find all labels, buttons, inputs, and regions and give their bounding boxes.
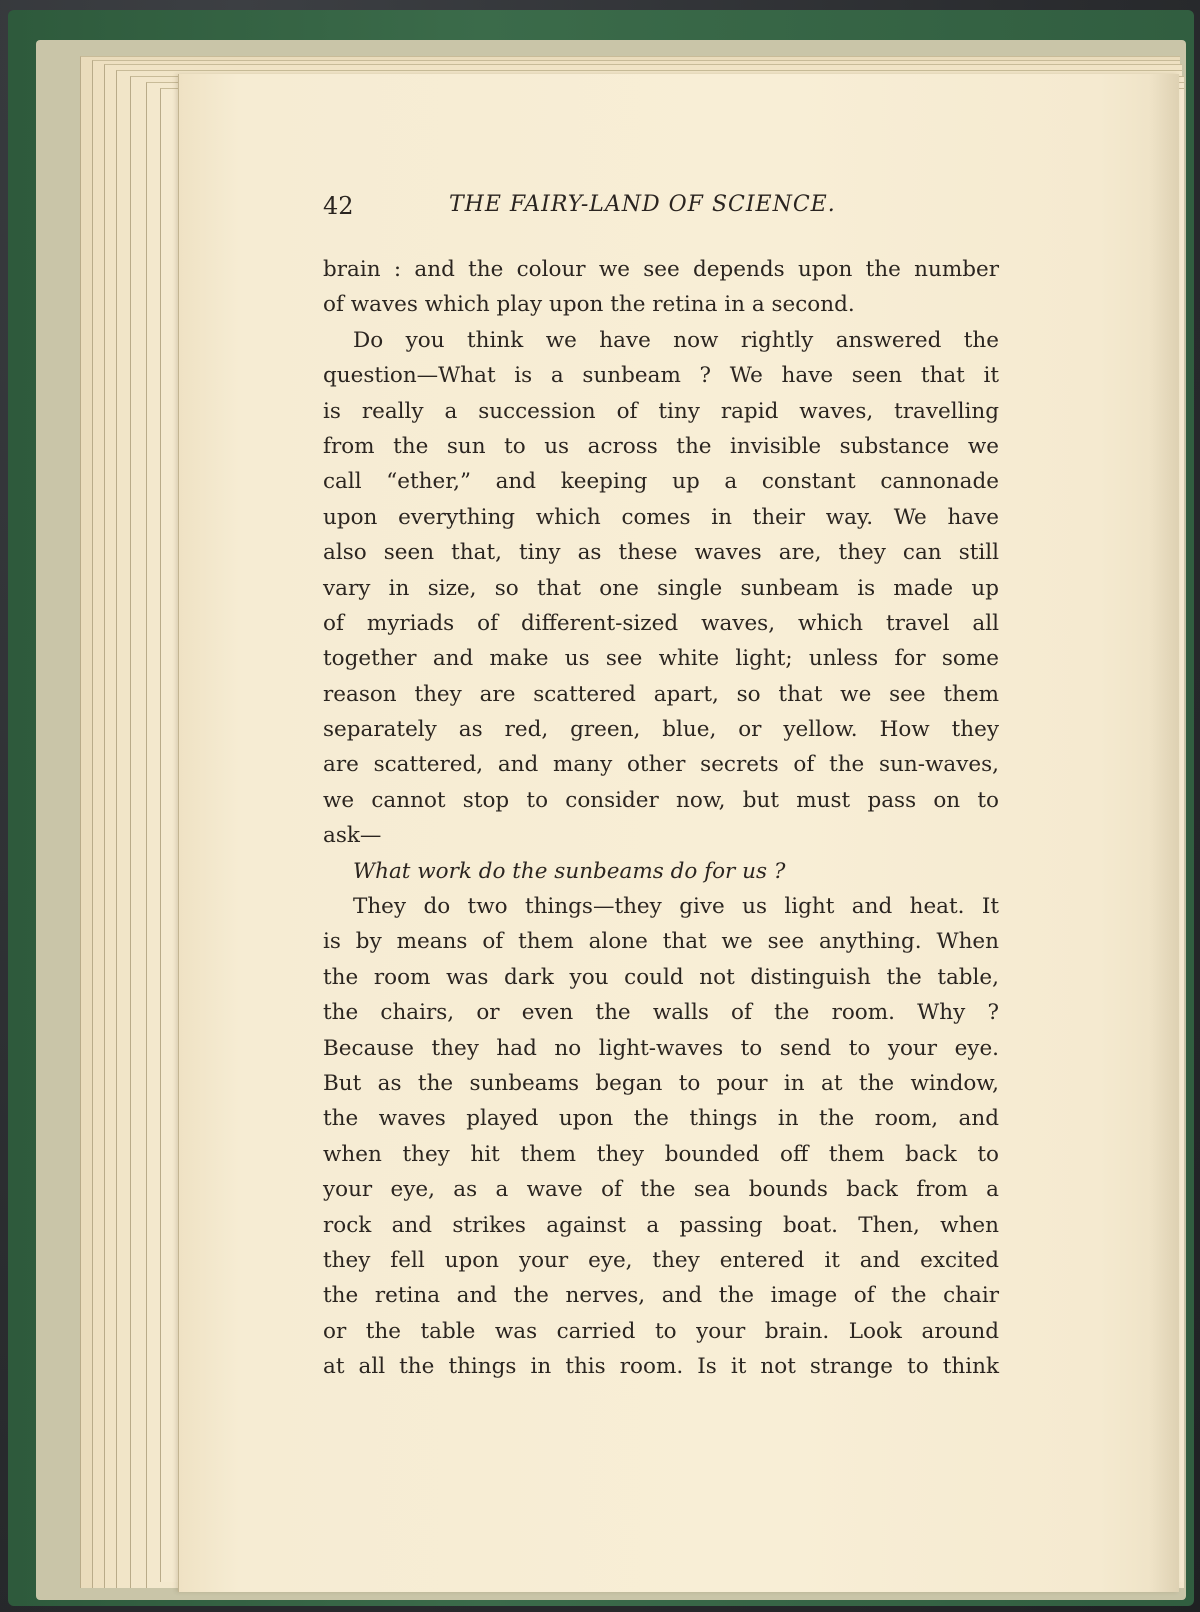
text-line: ask—: [323, 823, 382, 849]
text-line: together and make us see white light; unless for some: [323, 646, 999, 672]
text-line: also seen that, tiny as these waves are, they can still: [323, 540, 999, 566]
text-line: your eye, as a wave of the sea bounds back from a: [323, 1177, 999, 1203]
page-gutter-shadow: [1149, 74, 1179, 1592]
text-line: is really a succession of tiny rapid waves, travelling: [323, 398, 999, 424]
text-line: question—What is a sunbeam ? We have seen that it: [323, 363, 999, 389]
text-line: upon everything which comes in their way. We have: [323, 504, 999, 530]
text-line: call “ether,” and keeping up a constant cannonade: [323, 469, 999, 495]
text-line: the chairs, or even the walls of the room. Why ?: [323, 1000, 999, 1026]
section-question: What work do the sunbeams do for us ?: [353, 858, 786, 884]
text-line: of waves which play upon the retina in a second.: [323, 292, 855, 318]
text-line: is by means of them alone that we see anything. When: [323, 929, 999, 955]
text-line: or the table was carried to your brain. Look around: [323, 1318, 999, 1344]
text-line: separately as red, green, blue, or yellow. How they: [323, 717, 999, 743]
text-line: vary in size, so that one single sunbeam is made up: [323, 575, 999, 601]
page-header: [323, 192, 1023, 232]
text-line: brain : and the colour we see depends upon the number: [323, 257, 999, 282]
text-line: at all the things in this room. Is it not strange to think: [323, 1354, 999, 1380]
text-line: rock and strikes against a passing boat. Then, when: [323, 1212, 999, 1238]
text-line: But as the sunbeams began to pour in at the window,: [323, 1070, 999, 1096]
text-line: They do two things—they give us light and heat. It: [353, 894, 999, 920]
text-line: the room was dark you could not distinguish the table,: [323, 964, 999, 990]
text-line: from the sun to us across the invisible substance we: [323, 433, 999, 459]
running-head: THE FAIRY-LAND OF SCIENCE.: [449, 192, 836, 217]
text-line: of myriads of different-sized waves, which travel all: [323, 610, 999, 636]
text-line: reason they are scattered apart, so that we see them: [323, 681, 999, 707]
body-text: [323, 252, 999, 1385]
text-line: when they hit them they bounded off them back to: [323, 1141, 999, 1167]
text-line: the retina and the nerves, and the image of the chair: [323, 1283, 999, 1309]
book-page: [178, 74, 1179, 1592]
text-line: Because they had no light-waves to send to your eye.: [323, 1035, 999, 1061]
text-line: we cannot stop to consider now, but must pass on to: [323, 787, 999, 813]
text-line: are scattered, and many other secrets of the sun-waves,: [323, 752, 999, 778]
text-line: the waves played upon the things in the room, and: [323, 1106, 999, 1132]
text-line: they fell upon your eye, they entered it and excited: [323, 1247, 999, 1273]
text-line: Do you think we have now rightly answered the: [353, 327, 999, 353]
page-number: 42: [323, 192, 354, 220]
